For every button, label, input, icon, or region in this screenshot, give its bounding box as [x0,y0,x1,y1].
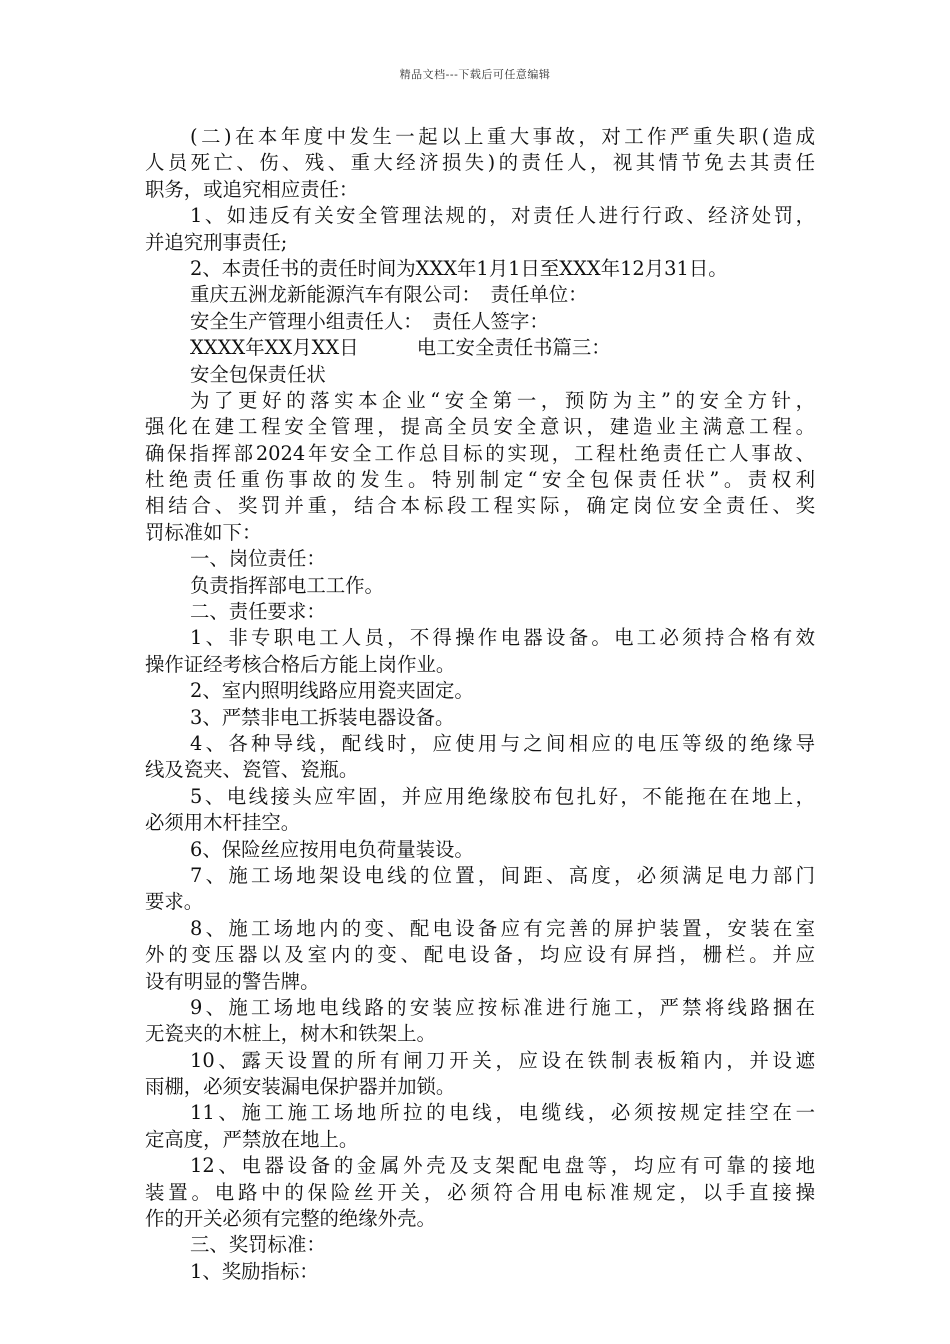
body-text-line: 职务，或追究相应责任： [145,177,359,201]
body-text-line: 并追究刑事责任; [145,230,288,254]
body-text-line: 三、奖罚标准： [190,1233,326,1257]
body-text-line: 安全生产管理小组责任人： 责任人签字： [190,309,549,333]
body-text-line: 1、如违反有关安全管理法规的，对责任人进行行政、经济处罚， [190,204,815,228]
page-header: 精品文档---下载后可任意编辑 [399,68,551,81]
body-text-line: 人员死亡、伤、残、重大经济损失)的责任人，视其情节免去其责任 [145,151,815,175]
document-body [145,124,815,1285]
body-text-line: 作的开关必须有完整的绝缘外壳。 [145,1207,436,1231]
body-text-line: 9、施工场地电线路的安装应按标准进行施工，严禁将线路捆在 [190,995,815,1019]
body-text-line: 6、保险丝应按用电负荷量装设。 [190,837,474,861]
body-text-line: 操作证经考核合格后方能上岗作业。 [145,652,456,676]
body-text-line: 3、严禁非电工拆装电器设备。 [190,705,455,729]
body-text-line: 二、责任要求： [190,600,326,624]
body-text-line: 确保指挥部2024年安全工作总目标的实现，工程杜绝责任亡人事故、 [145,441,815,465]
body-text-line: 无瓷夹的木桩上，树木和铁架上。 [145,1022,436,1046]
body-text-line: 11、施工施工场地所拉的电线，电缆线，必须按规定挂空在一 [190,1101,815,1125]
body-text-line: 罚标准如下： [145,520,262,544]
body-text-line: 必须用木杆挂空。 [145,811,301,835]
body-text-line: 5、电线接头应牢固，并应用绝缘胶布包扎好，不能拖在在地上， [190,784,815,808]
body-text-line: (二)在本年度中发生一起以上重大事故，对工作严重失职(造成 [190,125,815,148]
body-text-line: 为了更好的落实本企业“安全第一，预防为主”的安全方针， [190,388,815,412]
body-text-line: 杜绝责任重伤事故的发生。特别制定“安全包保责任状”。责权利 [145,468,815,492]
body-text-line: 定高度，严禁放在地上。 [145,1127,359,1151]
body-text-line: 装置。电路中的保险丝开关，必须符合用电标准规定，以手直接操 [145,1180,815,1204]
body-text-line: 一、岗位责任： [190,547,326,571]
body-text-line: 7、施工场地架设电线的位置，间距、高度，必须满足电力部门 [190,863,815,887]
body-text-line: 设有明显的警告牌。 [145,969,320,993]
body-text-line: 1、非专职电工人员，不得操作电器设备。电工必须持合格有效 [190,626,815,650]
body-text-line: 强化在建工程安全管理，提高全员安全意识，建造业主满意工程。 [145,415,815,439]
body-text-line: XXXX年XX月XX日 电工安全责任书篇三： [190,336,611,360]
body-text-line: 1、奖励指标： [190,1259,319,1283]
body-text-line: 2、本责任书的责任时间为XXX年1月1日至XXX年12月31日。 [190,256,728,280]
body-text-line: 2、室内照明线路应用瓷夹固定。 [190,679,474,703]
body-text-line: 8、施工场地内的变、配电设备应有完善的屏护装置，安装在室 [190,916,815,940]
body-text-line: 外的变压器以及室内的变、配电设备，均应设有屏挡，栅栏。并应 [145,943,815,967]
body-text-line: 要求。 [145,890,204,914]
body-text-line: 10、露天设置的所有闸刀开关，应设在铁制表板箱内，并设遮 [190,1048,815,1072]
body-text-line: 线及瓷夹、瓷管、瓷瓶。 [145,758,359,782]
body-text-line: 安全包保责任状 [190,362,326,386]
body-text-line: 雨棚，必须安装漏电保护器并加锁。 [145,1075,456,1099]
body-text-line: 负责指挥部电工工作。 [190,573,384,597]
body-text-line: 12、电器设备的金属外壳及支架配电盘等，均应有可靠的接地 [190,1154,815,1178]
body-text-line: 相结合、奖罚并重，结合本标段工程实际，确定岗位安全责任、奖 [145,494,815,518]
body-text-line: 重庆五洲龙新能源汽车有限公司： 责任单位： [190,283,588,307]
body-text-line: 4、各种导线，配线时，应使用与之间相应的电压等级的绝缘导 [190,731,815,755]
